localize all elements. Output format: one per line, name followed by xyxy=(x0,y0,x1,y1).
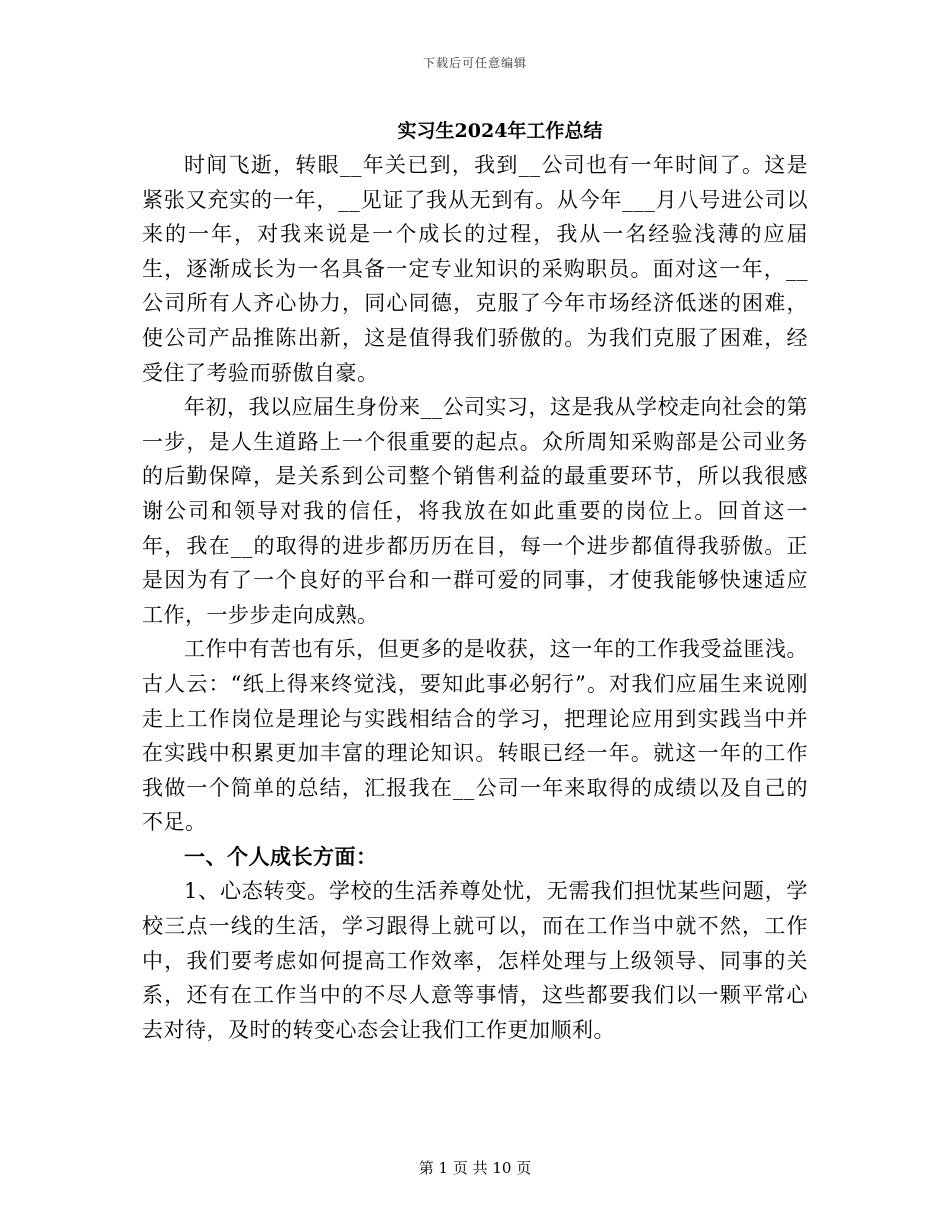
document-body xyxy=(142,148,808,1047)
page-number-footer: 第 1 页 共 10 页 xyxy=(418,1159,532,1177)
paragraph-start-of-year: 年初，我以应届生身份来__公司实习，这是我从学校走向社会的第一步，是人生道路上一个很重要的起点。众所周知采购部是公司业务的后勤保障，是关系到公司整个销售利益的最重要环节，所以我很感谢公司和领导对我的信任，将我放在如此重要的岗位上。回首这一年，我在__的取得的进步都历历在目，每一个进步都值得我骄傲。正是因为有了一个良好的平台和一群可爱的同事，才使我能够快速适应工作，一步步走向成熟。 xyxy=(142,395,808,627)
paragraph-intro: 时间飞逝，转眼__年关已到，我到__公司也有一年时间了。这是紧张又充实的一年，__见证了我从无到有。从今年___月八号进公司以来的一年，对我来说是一个成长的过程，我从一名经验浅薄的应届生，逐渐成长为一名具备一定专业知识的采购职员。面对这一年，__公司所有人齐心协力，同心同德，克服了今年市场经济低迷的困难，使公司产品推陈出新，这是值得我们骄傲的。为我们克服了困难，经受住了考验而骄傲自豪。 xyxy=(142,153,808,385)
page-header-note: 下载后可任意编辑 xyxy=(422,56,527,70)
paragraph-gains: 工作中有苦也有乐，但更多的是收获，这一年的工作我受益匪浅。古人云：“纸上得来终觉浅，要知此事必躬行”。对我们应届生来说刚走上工作岗位是理论与实践相结合的学习，把理论应用到实践当中并在实践中积累更加丰富的理论知识。转眼已经一年。就这一年的工作我做一个简单的总结，汇报我在__公司一年来取得的成绩以及自己的不足。 xyxy=(142,637,808,835)
document-title: 实习生2024年工作总结 xyxy=(397,120,603,142)
section-heading-personal-growth: 一、个人成长方面： xyxy=(184,843,378,869)
paragraph-mindset-change: 1、心态转变。学校的生活养尊处忧，无需我们担忧某些问题，学校三点一线的生活，学习跟得上就可以，而在工作当中就不然，工作中，我们要考虑如何提高工作效率，怎样处理与上级领导、同事的关系，还有在工作当中的不尽人意等事情，这些都要我们以一颗平常心去对待，及时的转变心态会让我们工作更加顺利。 xyxy=(142,879,808,1042)
